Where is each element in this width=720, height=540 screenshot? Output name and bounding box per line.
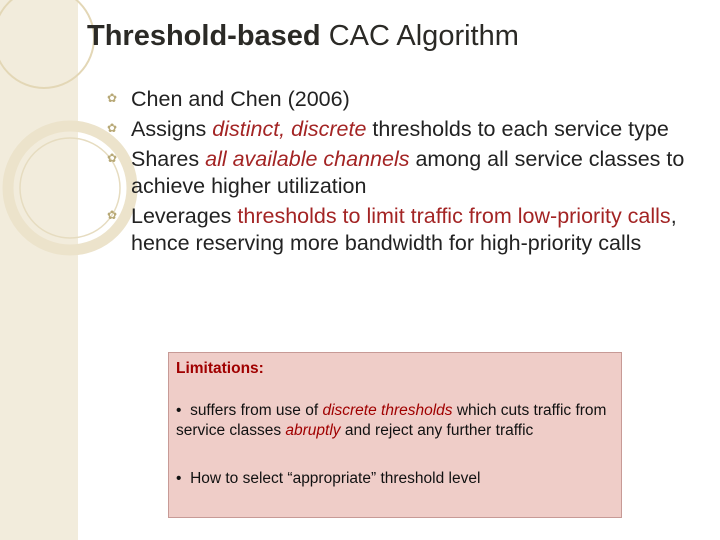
bullet-item bbox=[107, 203, 692, 257]
highlight-text: thresholds to limit traffic from low-priority calls bbox=[237, 204, 671, 228]
bullet-text: Leverages bbox=[131, 204, 238, 228]
emphasis-text: discrete thresholds bbox=[322, 401, 453, 419]
title-bold: Threshold-based bbox=[87, 20, 321, 52]
bullet-text: , hence reserving more bandwidth for high-priority calls bbox=[131, 204, 677, 255]
bullet-text: Chen and Chen (2006) bbox=[131, 87, 350, 111]
emphasis-text: distinct, bbox=[212, 117, 286, 141]
limitation-bullet: • bbox=[176, 401, 182, 419]
emphasis-text: discrete bbox=[291, 117, 367, 141]
limitation-item bbox=[176, 469, 615, 490]
bullet-text: among all service classes to achieve higher utilization bbox=[131, 147, 685, 198]
leaf-bullet-icon: ✿ bbox=[107, 121, 118, 135]
bullet-text: Assigns bbox=[131, 117, 213, 141]
limitation-text: and reject any further traffic bbox=[340, 422, 534, 439]
limitation-text: which cuts traffic from service classes bbox=[176, 401, 607, 439]
limitation-item bbox=[176, 401, 615, 442]
limitations-title: Limitations: bbox=[176, 360, 264, 377]
sidebar-strip bbox=[0, 0, 78, 540]
limitation-bullet: • bbox=[176, 469, 182, 487]
bullet-list bbox=[107, 86, 692, 260]
leaf-bullet-icon: ✿ bbox=[107, 91, 118, 105]
bullet-item bbox=[107, 146, 692, 200]
limitation-text: suffers from use of bbox=[190, 401, 323, 419]
emphasis-text: all available channels bbox=[205, 147, 410, 171]
bullet-item bbox=[107, 86, 692, 113]
bullet-item bbox=[107, 116, 692, 143]
leaf-bullet-icon: ✿ bbox=[107, 208, 118, 222]
emphasis-text: abruptly bbox=[285, 422, 341, 439]
bullet-text: Shares bbox=[131, 147, 206, 171]
limitation-text: How to select “appropriate” threshold level bbox=[190, 469, 481, 487]
title-rest: CAC Algorithm bbox=[320, 20, 519, 52]
limitations-box bbox=[168, 352, 622, 518]
leaf-bullet-icon: ✿ bbox=[107, 151, 118, 165]
slide-title bbox=[87, 20, 519, 53]
bullet-text: thresholds to each service type bbox=[366, 117, 669, 141]
